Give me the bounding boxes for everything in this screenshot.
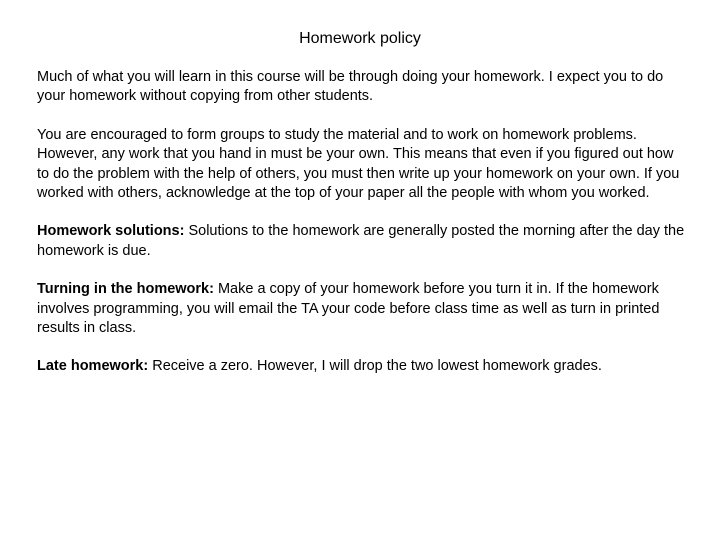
intro-paragraph: Much of what you will learn in this course will be through doing your homework. I expect you to do your homework without copying from other students.	[37, 69, 664, 105]
turning-in-text: Make a copy of your homework before you turn it in. If the homework involves programming, you will email the TA your code before class time as well as turn in printed results in class.	[37, 281, 660, 337]
turning-in-paragraph	[37, 280, 687, 338]
solutions-paragraph	[37, 222, 687, 261]
solutions-text: Solutions to the homework are generally posted the morning after the day the homework is due.	[37, 223, 685, 259]
late-label: Late homework:	[37, 358, 149, 375]
late-paragraph	[37, 357, 687, 376]
groups-paragraph: You are encouraged to form groups to study the material and to work on homework problems. However, any work that you hand in must be your own. This means that even if you figured out how to do the problem with the help of others, you must then write up your homework on your own. If you worked with others, acknowledge at the top of your paper all the people with whom you worked.	[37, 126, 680, 202]
late-text: Receive a zero. However, I will drop the two lowest homework grades.	[148, 358, 602, 375]
turning-in-label: Turning in the homework:	[37, 281, 214, 298]
policy-body	[37, 68, 687, 396]
solutions-label: Homework solutions:	[37, 223, 185, 240]
page-title: Homework policy	[299, 30, 421, 47]
